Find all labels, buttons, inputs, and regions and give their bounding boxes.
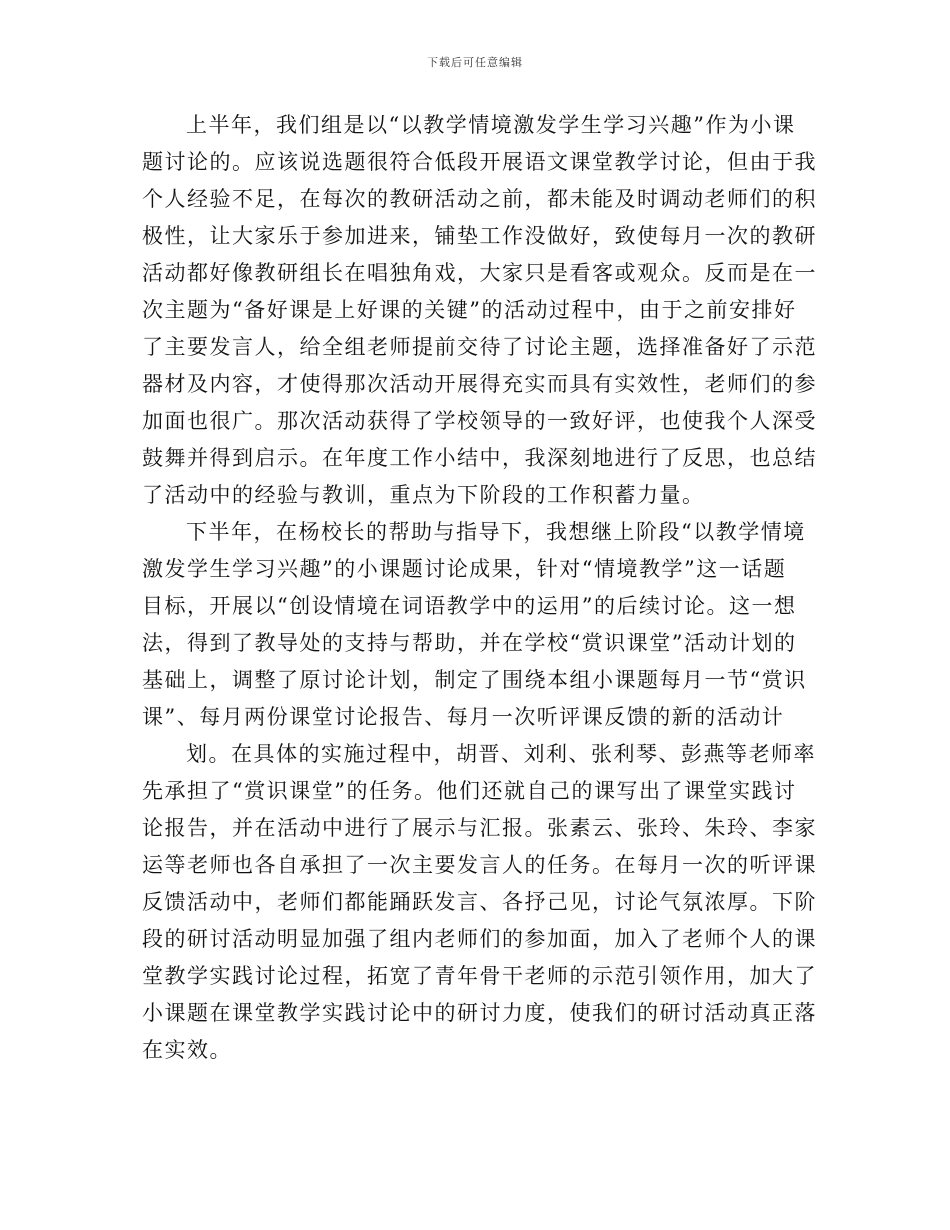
text-line: 小课题在课堂教学实践讨论中的研讨力度，使我们的研讨活动真正落 <box>142 1001 817 1025</box>
page-header: 下载后可任意编辑 <box>427 56 523 69</box>
text-line: 运等老师也各自承担了一次主要发言人的任务。在每月一次的听评课 <box>142 853 817 877</box>
text-line: 上半年，我们组是以“以教学情境激发学生学习兴趣”作为小课 <box>186 113 796 137</box>
text-line: 划。在具体的实施过程中，胡晋、刘利、张利琴、彭燕等老师率 <box>186 742 816 766</box>
text-line: 活动都好像教研组长在唱独角戏，大家只是看客或观众。反而是在一 <box>142 261 817 285</box>
text-line: 反馈活动中，老师们都能踊跃发言、各抒己见，讨论气氛浓厚。下阶 <box>142 890 817 914</box>
text-line: 了活动中的经验与教训，重点为下阶段的工作积蓄力量。 <box>142 483 705 507</box>
text-line: 目标，开展以“创设情境在词语教学中的运用”的后续讨论。这一想 <box>142 594 797 618</box>
text-line: 激发学生学习兴趣”的小课题讨论成果，针对“情境教学”这一话题 <box>142 557 787 581</box>
text-line: 先承担了“赏识课堂”的任务。他们还就自己的课写出了课堂实践讨 <box>142 779 797 803</box>
text-line: 课”、每月两份课堂讨论报告、每月一次听评课反馈的新的活动计 <box>142 705 785 729</box>
text-line: 器材及内容，才使得那次活动开展得充实而具有实效性，老师们的参 <box>142 372 817 396</box>
text-line: 下半年，在杨校长的帮助与指导下，我想继上阶段“以教学情境 <box>186 520 806 544</box>
text-line: 次主题为“备好课是上好课的关键”的活动过程中，由于之前安排好 <box>142 298 797 322</box>
text-line: 极性，让大家乐于参加进来，铺垫工作没做好，致使每月一次的教研 <box>142 224 817 248</box>
text-line: 加面也很广。那次活动获得了学校领导的一致好评，也使我个人深受 <box>142 409 817 433</box>
text-line: 基础上，调整了原讨论计划，制定了围绕本组小课题每月一节“赏识 <box>142 668 807 692</box>
text-line: 段的研讨活动明显加强了组内老师们的参加面，加入了老师个人的课 <box>142 927 817 951</box>
text-line: 题讨论的。应该说选题很符合低段开展语文课堂教学讨论，但由于我 <box>142 150 817 174</box>
text-line: 法，得到了教导处的支持与帮助，并在学校“赏识课堂”活动计划的 <box>142 631 797 655</box>
text-line: 在实效。 <box>142 1038 232 1062</box>
document-body <box>142 107 832 1069</box>
text-line: 论报告，并在活动中进行了展示与汇报。张素云、张玲、朱玲、李家 <box>142 816 817 840</box>
text-line: 了主要发言人，给全组老师提前交待了讨论主题，选择准备好了示范 <box>142 335 817 359</box>
text-line: 堂教学实践讨论过程，拓宽了青年骨干老师的示范引领作用，加大了 <box>142 964 817 988</box>
text-line: 鼓舞并得到启示。在年度工作小结中，我深刻地进行了反思，也总结 <box>142 446 817 470</box>
text-line: 个人经验不足，在每次的教研活动之前，都未能及时调动老师们的积 <box>142 187 817 211</box>
